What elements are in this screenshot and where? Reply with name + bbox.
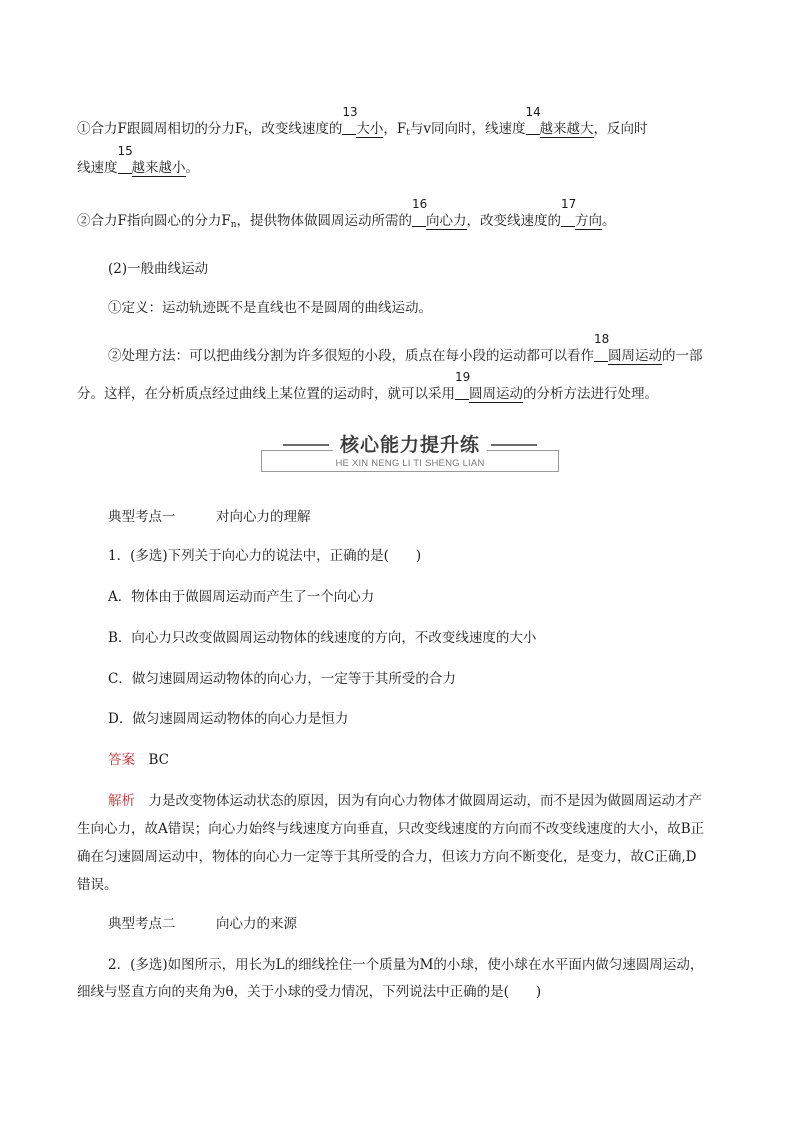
question-1-option-a: A．物体由于做圆周运动而产生了一个向心力 (108, 589, 375, 605)
blank-16: 16 (412, 211, 426, 231)
answer-value: BC (148, 752, 170, 768)
answer-16: 向心力 (426, 213, 467, 229)
answer-15: 越来越小 (131, 160, 186, 176)
question-1-option-b: B．向心力只改变做圆周运动物体的线速度的方向，不改变线速度的大小 (108, 630, 537, 646)
answer-14: 越来越大 (539, 121, 594, 137)
question-1-analysis-4: 错误。 (77, 877, 118, 893)
banner-right-line (491, 444, 537, 446)
blank-18: 18 (594, 346, 608, 366)
question-1-analysis-3: 确在匀速圆周运动中，物体的向心力一定等于其所受的合力，但该力方向不断变化，是变力，故C正确,D (77, 849, 697, 865)
blank-17: 17 (561, 211, 575, 231)
blank-15: 15 (118, 158, 132, 178)
question-1-stem: 1．(多选)下列关于向心力的说法中，正确的是( ) (108, 548, 422, 564)
definition-text: ①定义：运动轨迹既不是直线也不是圆周的曲线运动。 (108, 300, 432, 316)
question-1-option-c: C．做匀速圆周运动物体的向心力，一定等于其所受的合力 (108, 671, 456, 687)
blank-14: 14 (526, 119, 540, 139)
paragraph-normal-force: ②合力F指向圆心的分力$F_n$，提供物体做圆周运动所需的 16 向心力，改变线速度的 17 方向。 (77, 197, 616, 230)
question-1-answer (108, 750, 169, 770)
section-general-curve: (2)一般曲线运动 (108, 261, 209, 277)
answer-13: 大小 (356, 121, 384, 137)
analysis-label: 解析 (108, 793, 135, 809)
question-1-analysis-2: 生向心力，故A错误；向心力始终与线速度方向垂直，只改变线速度的方向而不改变线速度的大小，故B正 (77, 821, 705, 837)
blank-19: 19 (455, 384, 469, 404)
question-2-line-2: 细线与竖直方向的夹角为θ，关于小球的受力情况，下列说法中正确的是( ) (77, 984, 542, 1000)
question-2-line-1: 2．(多选)如图所示，用长为L的细线拴住一个质量为M的小球，使小球在水平面内做匀速圆周运动， (108, 957, 704, 973)
answer-label: 答案 (108, 752, 135, 768)
blank-13: 13 (342, 119, 356, 139)
banner-pinyin: HE XIN NENG LI TI SHENG LIAN (335, 458, 485, 469)
topic-heading-1: 典型考点一 对向心力的理解 (108, 509, 311, 525)
question-1-analysis-1: 解析 力是改变物体运动状态的原因，因为有向心力物体才做圆周运动，而不是因为做圆周运动才产 (108, 793, 702, 809)
paragraph-tangential-force: ①合力F跟圆周相切的分力$F_t$，改变线速度的 13 大小，$F_t$与v同向时，线速度 14 越来越大，反向时 (77, 105, 648, 138)
paragraph-tangential-force-cont: 线速度 15 越来越小。 (77, 144, 199, 176)
method-text-2: 分。这样，在分析质点经过曲线上某位置的运动时，就可以采用 19 圆周运动的分析方法进行处理。 (77, 370, 658, 402)
topic-heading-2: 典型考点二 向心力的来源 (108, 916, 297, 932)
answer-17: 方向 (575, 213, 603, 229)
method-text-1: ②处理方法：可以把曲线分割为许多很短的小段，质点在每小段的运动都可以看作 18 圆周运动的一部 (108, 332, 703, 364)
answer-19: 圆周运动 (469, 386, 523, 402)
banner-left-line (283, 444, 329, 446)
section-banner (261, 434, 559, 474)
banner-title: 核心能力提升练 (333, 434, 487, 456)
answer-18: 圆周运动 (608, 348, 662, 364)
question-1-option-d: D．做匀速圆周运动物体的向心力是恒力 (108, 711, 349, 727)
